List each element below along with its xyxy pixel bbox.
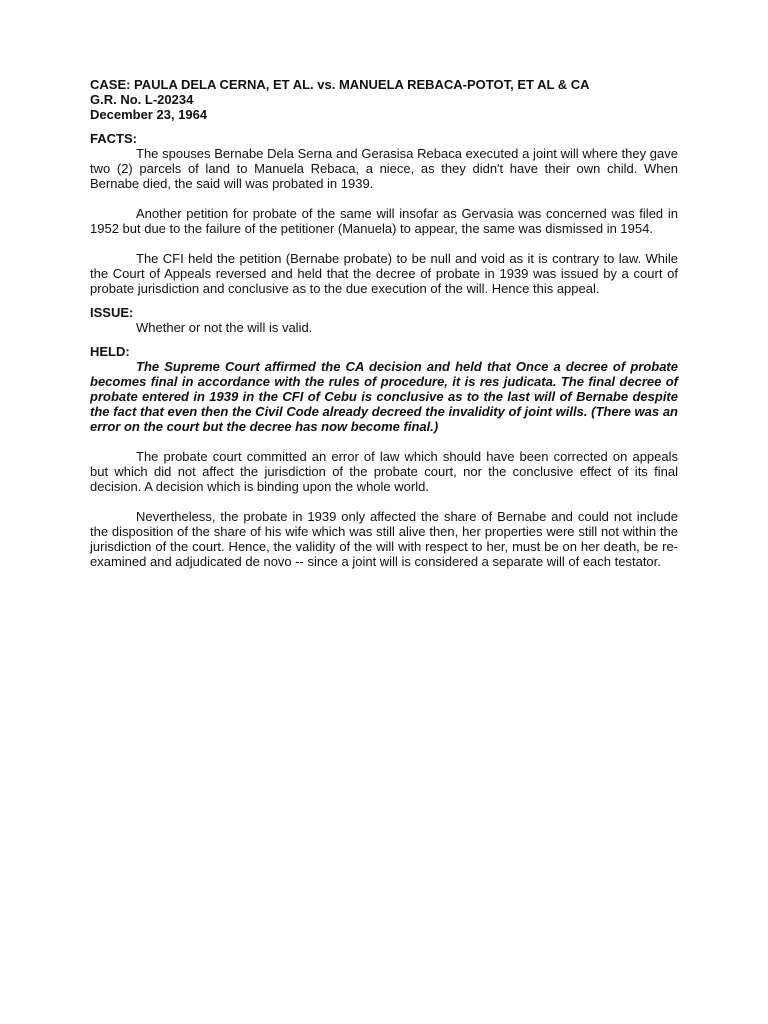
case-title: CASE: PAULA DELA CERNA, ET AL. vs. MANUELA REBACA-POTOT, ET AL & CA <box>90 77 590 92</box>
facts-paragraph: The spouses Bernabe Dela Serna and Gerasisa Rebaca executed a joint will where they gave two (2) parcels of land to Manuela Rebaca, a niece, as they didn't have their own child. When Bernabe died, the said will was probated in 1939. <box>90 146 678 191</box>
facts-paragraph: The CFI held the petition (Bernabe probate) to be null and void as it is contrary to law. While the Court of Appeals reversed and held that the decree of probate in 1939 was issued by a court of probate jurisdiction and conclusive as to the due execution of the will. Hence this appeal. <box>90 251 678 296</box>
gr-number: G.R. No. L-20234 <box>90 92 194 107</box>
issue-text: Whether or not the will is valid. <box>136 320 313 335</box>
spacer <box>90 434 678 449</box>
held-paragraph: Nevertheless, the probate in 1939 only affected the share of Bernabe and could not include the disposition of the share of his wife which was still alive then, her properties were still not within the jurisdiction of the court. Hence, the validity of the will with respect to her, must be on her death, be re-examined and adjudicated de novo -- since a joint will is considered a separate will of each testator. <box>90 509 678 569</box>
held-ruling: The Supreme Court affirmed the CA decision and held that Once a decree of probate becomes final in accordance with the rules of procedure, it is res judicata. The final decree of probate entered in 1939 in the CFI of Cebu is conclusive as to the last will of Bernabe despite the fact that even then the Civil Code already decreed the invalidity of joint wills. (There was an error on the court but the decree has now become final.) <box>90 359 678 434</box>
held-paragraph: The probate court committed an error of law which should have been corrected on appeals but which did not affect the jurisdiction of the probate court, nor the conclusive effect of its final decision. A decision which is binding upon the whole world. <box>90 449 678 494</box>
facts-paragraph: Another petition for probate of the same will insofar as Gervasia was concerned was filed in 1952 but due to the failure of the petitioner (Manuela) to appear, the same was dismissed in 1954. <box>90 206 678 236</box>
document-page <box>90 77 678 569</box>
issue-heading: ISSUE: <box>90 305 134 320</box>
held-section <box>90 359 678 569</box>
facts-heading: FACTS: <box>90 131 137 146</box>
facts-section <box>90 146 678 296</box>
decision-date: December 23, 1964 <box>90 107 208 122</box>
held-heading: HELD: <box>90 344 130 359</box>
